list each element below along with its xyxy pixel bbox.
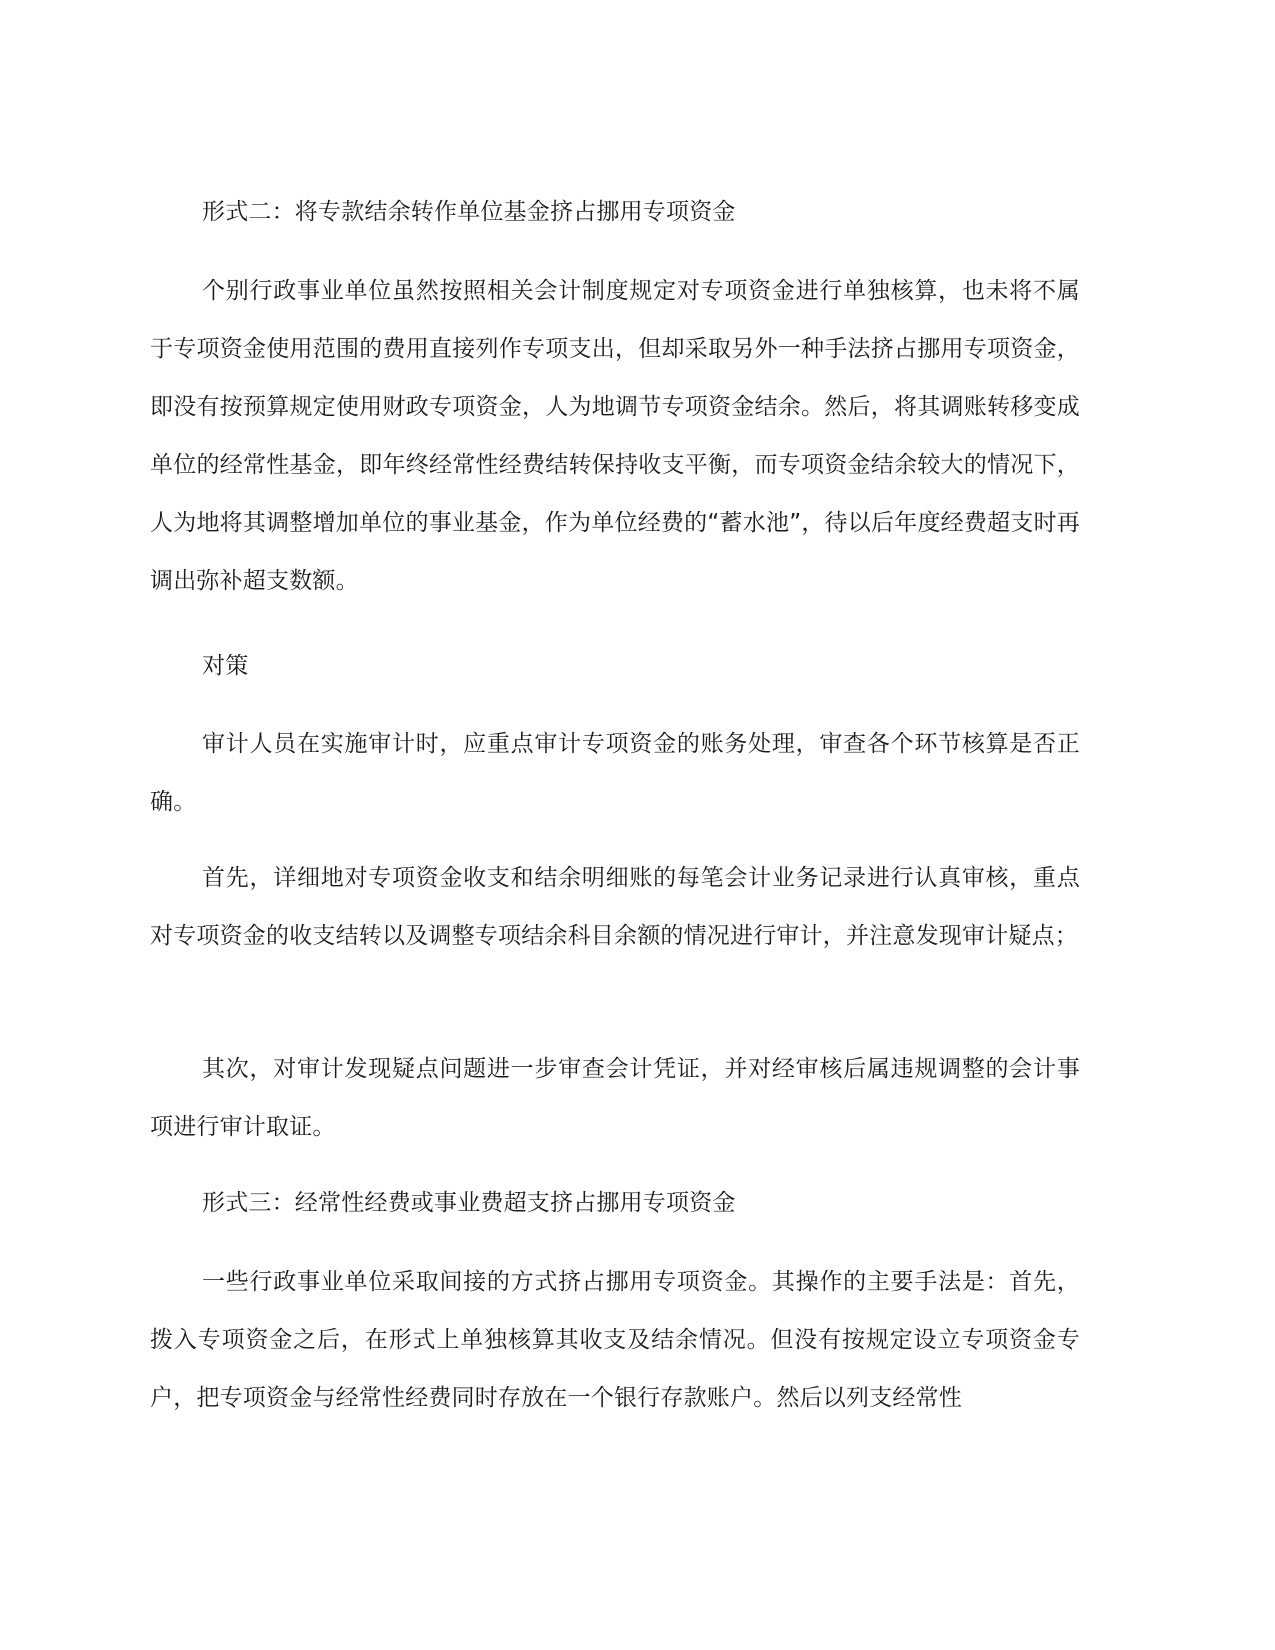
body-paragraph: 首先，详细地对专项资金收支和结余明细账的每笔会计业务记录进行认真审核，重点对专项资金的收支结转以及调整专项结余科目余额的情况进行审计，并注意发现审计疑点； [150, 865, 1080, 949]
body-paragraph: 一些行政事业单位采取间接的方式挤占挪用专项资金。其操作的主要手法是：首先，拨入专项资金之后，在形式上单独核算其收支及结余情况。但没有按规定设立专项资金专户，把专项资金与经常性经费同时存放在一个银行存款账户。然后以列支经常性 [150, 1269, 1080, 1411]
body-paragraph: 其次，对审计发现疑点问题进一步审查会计凭证，并对经审核后属违规调整的会计事项进行审计取证。 [150, 1056, 1080, 1140]
body-paragraph: 审计人员在实施审计时，应重点审计专项资金的账务处理，审查各个环节核算是否正确。 [150, 731, 1080, 815]
section-heading-form-three: 形式三：经常性经费或事业费超支挤占挪用专项资金 [202, 1190, 736, 1216]
section-heading-form-two: 形式二：将专款结余转作单位基金挤占挪用专项资金 [202, 199, 736, 225]
body-paragraph: 个别行政事业单位虽然按照相关会计制度规定对专项资金进行单独核算，也未将不属于专项资金使用范围的费用直接列作专项支出，但却采取另外一种手法挤占挪用专项资金，即没有按预算规定使用财政专项资金，人为地调节专项资金结余。然后，将其调账转移变成单位的经常性基金，即年终经常性经费结转保持收支平衡，而专项资金结余较大的情况下，人为地将其调整增加单位的事业基金，作为单位经费的“蓄水池”，待以后年度经费超支时再调出弥补超支数额。 [150, 278, 1080, 594]
section-heading-countermeasures: 对策 [202, 653, 249, 679]
